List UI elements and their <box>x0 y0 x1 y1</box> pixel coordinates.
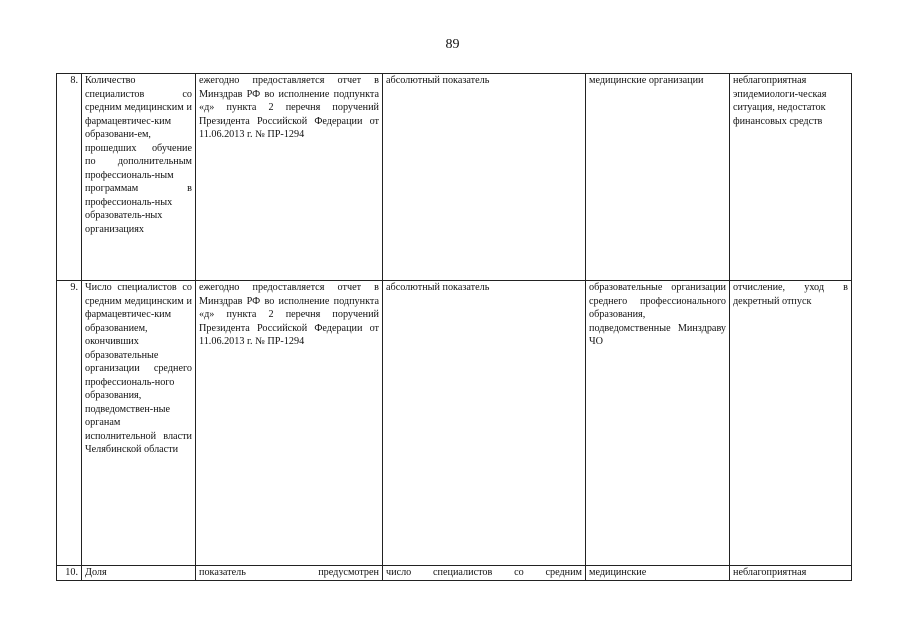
reporting-frequency: показатель предусмотрен <box>199 567 379 578</box>
risk-factors: неблагоприятная <box>733 567 807 578</box>
data-source: образовательные организации среднего профессионального образования, подведомственные Минздраву ЧО <box>586 281 730 566</box>
table-row <box>57 74 852 281</box>
table-row <box>57 566 852 581</box>
calculation-method: абсолютный показатель <box>383 281 586 566</box>
row-number: 10. <box>65 567 78 578</box>
indicator-name: Количество специалистов со средним медицинским и фармацевтичес-ким образовани-ем, прошедших обучение по дополнительным профессиональ-ным программам в профессиональ-ных образователь-ных организациях <box>82 74 196 281</box>
page-number: 89 <box>445 37 460 52</box>
calculation-method: число специалистов со средним <box>386 567 582 578</box>
indicator-name: Число специалистов со средним медицинским и фармацевтичес-ким образованием, окончивших образовательные организации среднего профессиональ-ного образования, подведомствен-ные органам исполнительной власти Челябинской области <box>82 281 196 566</box>
row-number: 9. <box>57 281 82 566</box>
reporting-frequency: ежегодно предоставляется отчет в Минздрав РФ во исполнение подпункта «д» пункта 2 перечня поручений Президента Российской Федерации от 11.06.2013 г. № ПР-1294 <box>196 74 383 281</box>
table-row <box>57 281 852 566</box>
indicators-table <box>56 73 852 581</box>
calculation-method: абсолютный показатель <box>383 74 586 281</box>
row-number: 8. <box>57 74 82 281</box>
data-source: медицинские <box>589 567 647 578</box>
reporting-frequency: ежегодно предоставляется отчет в Минздрав РФ во исполнение подпункта «д» пункта 2 перечня поручений Президента Российской Федерации от 11.06.2013 г. № ПР-1294 <box>196 281 383 566</box>
risk-factors: неблагоприятная эпидемиологи-ческая ситуация, недостаток финансовых средств <box>730 74 852 281</box>
indicator-name: Доля <box>85 567 107 578</box>
data-source: медицинские организации <box>586 74 730 281</box>
risk-factors: отчисление, уход в декретный отпуск <box>730 281 852 566</box>
